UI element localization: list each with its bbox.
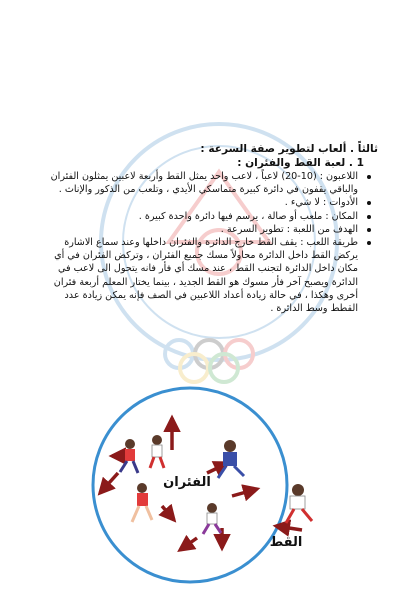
arrow-down-left [100, 473, 118, 493]
cat-player [286, 484, 312, 523]
section-title: ثالثاً . ألعاب لتطوير صفة السرعة : [200, 143, 378, 155]
mice-label: الفئران [163, 475, 211, 490]
arrow-bottom-left [180, 538, 197, 550]
arrow-right-lower [232, 489, 257, 496]
list-item-tools: الأدوات : لا شيء . [40, 196, 358, 209]
mouse-player-5 [203, 503, 221, 534]
list-item-goal: الهدف من اللعبة : تطوير السرعة . [40, 223, 358, 236]
mouse-player-2 [150, 435, 164, 468]
list-item-place: المكان : ملعب أو صالة ، يرسم فيها دائرة واحدة كبيرة . [40, 210, 358, 223]
cat-label: القط [269, 535, 303, 550]
game-details-list [40, 170, 378, 315]
game-illustration [72, 378, 372, 610]
arrow-cat-in [276, 526, 302, 530]
list-item-method: طريقة اللعب : يقف القط خارج الدائرة والفئران داخلها وعند سماع الاشارة يركض القط داخل الدائرة محاولاً مسك جميع الفئران ، وتركض الفئران في أي مكان داخل الدائرة لتجنب القط ، عند مسك أي فأر فانه يتحول الى لاعب في الدائرة ويصبح آخر فأر مسوك هو القط الجديد ، بينما يختار المعلم أربعة فئران أخرى وهكذا ، في حالة زيادة أعداد اللاعبين في الصف فإنه يمكن زيادة عدد القطط وسط الدائرة . [40, 236, 358, 315]
arrow-down-right [162, 506, 174, 520]
list-item-players: اللاعبون : (10-20) لاعباً ، لاعب واحد يمثل القط وأربعة لاعبين يمثلون الفئران والباقي يقفون في دائرة كبيرة متماسكي الأيدي ، وتلعب من الذكور والإناث . [40, 170, 358, 196]
mouse-player-4 [132, 483, 152, 522]
mouse-player-3 [218, 440, 244, 478]
game-title: 1 . لعبة القط والفئران : [237, 157, 364, 169]
article-text [40, 142, 378, 315]
